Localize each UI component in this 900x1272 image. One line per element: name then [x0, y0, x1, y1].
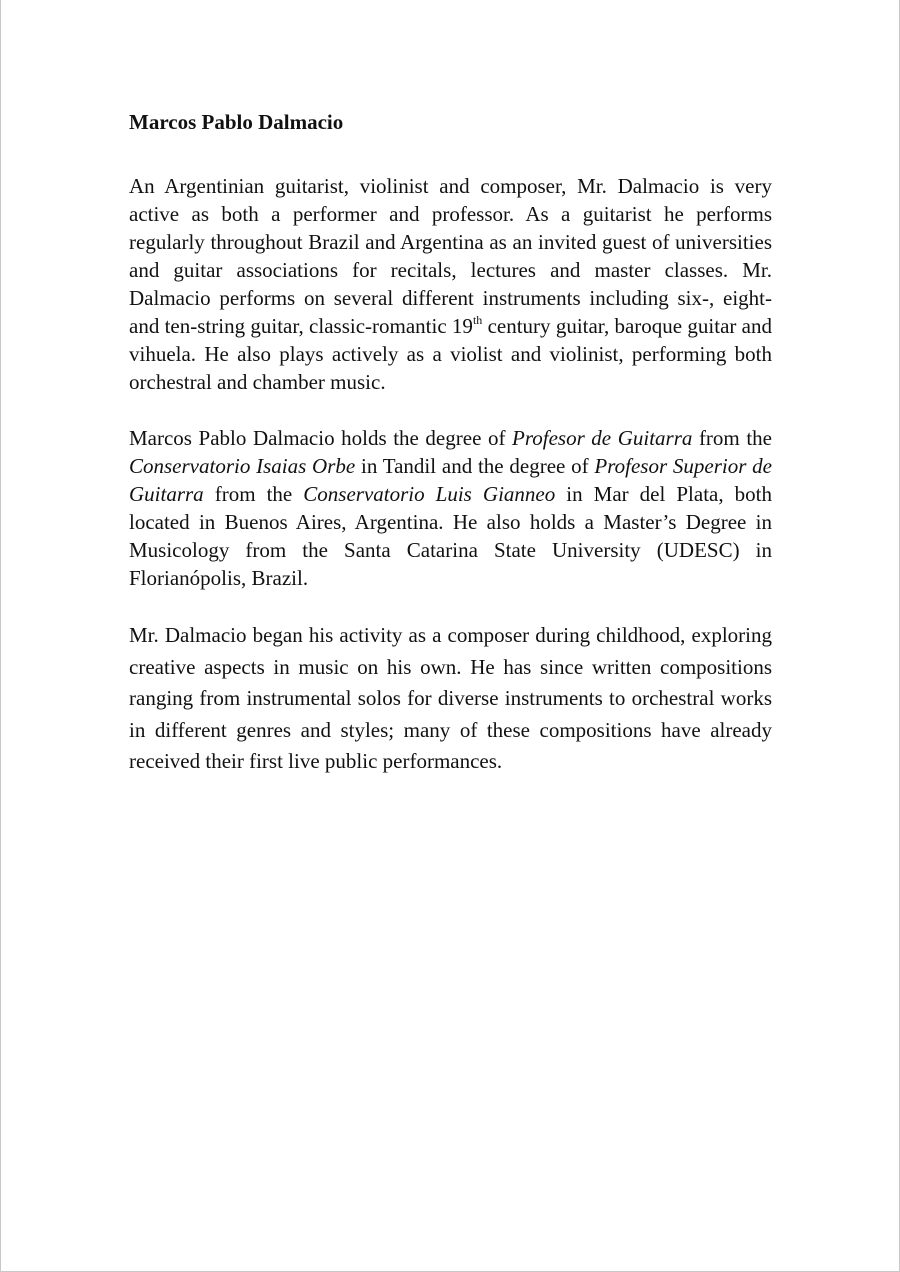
bio-paragraph-1 [129, 172, 772, 396]
bio-paragraph-1-text-b: century guitar, baroque guitar and vihuela. He also plays actively as a violist and violinist, performing both orchestral and chamber music. [129, 314, 772, 394]
degree-title-1: Profesor de Guitarra [512, 426, 693, 450]
bio-paragraph-3: Mr. Dalmacio began his activity as a composer during childhood, exploring creative aspects in music on his own. He has since written compositions ranging from instrumental solos for diverse instruments to orchestral works in different genres and styles; many of these compositions have already received their first live public performances. [129, 623, 772, 773]
institution-name-1: Conservatorio Isaias Orbe [129, 454, 356, 478]
document-title: Marcos Pablo Dalmacio [129, 110, 344, 134]
bio-paragraph-2 [129, 424, 772, 592]
p2-text-4: from the [203, 482, 304, 506]
document-body [129, 108, 772, 806]
ordinal-suffix: th [472, 313, 483, 327]
degree-title-2: Profesor Superior de Guitarra [129, 454, 773, 506]
bio-paragraph-1-text-a: An Argentinian guitarist, violinist and composer, Mr. Dalmacio is very active as both a performer and professor. As a guitarist he performs regularly throughout Brazil and Argentina as an invited guest of universities and guitar associations for recitals, lectures and master classes. Mr. Dalmacio performs on several different instruments including six-, eight- and ten-string guitar, classic-romantic 19 [129, 174, 772, 338]
p2-text-1: Marcos Pablo Dalmacio holds the degree of [129, 426, 513, 450]
p2-text-3: in Tandil and the degree of [355, 454, 595, 478]
p2-text-2: from the [692, 426, 772, 450]
institution-name-2: Conservatorio Luis Gianneo [303, 482, 556, 506]
p2-text-5: in Mar del Plata, both located in Buenos Aires, Argentina. He also holds a Master’s Degree in Musicology from the Santa Catarina State University (UDESC) in Florianópolis, Brazil. [129, 482, 772, 590]
